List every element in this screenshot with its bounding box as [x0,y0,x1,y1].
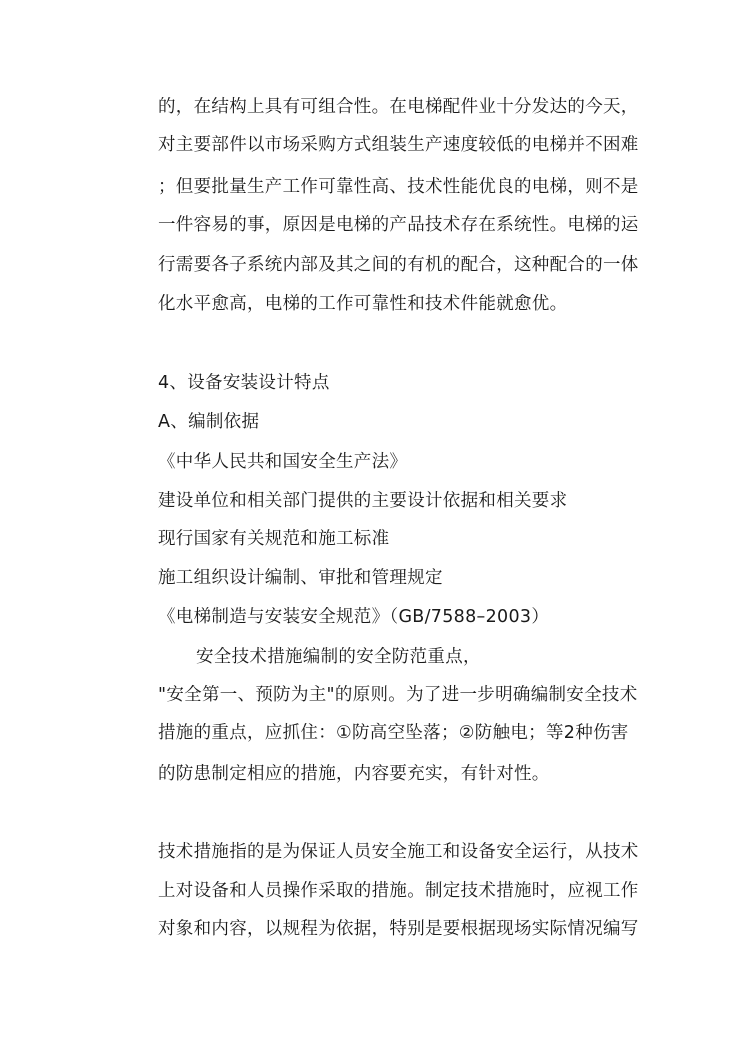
text-line: 行需要各子系统内部及其之间的有机的配合，这种配合的一体 [158,255,639,275]
text-line: 化水平愈高，电梯的工作可靠性和技术件能就愈优。 [158,294,568,314]
basis-item: 《中华人民共和国安全生产法》 [158,452,408,472]
text-line: 技术措施指的是为保证人员安全施工和设备安全运行，从技术 [158,842,639,862]
text-line: 一件容易的事，原因是电梯的产品技术存在系统性。电梯的运 [158,215,639,235]
text-line: 对象和内容，以规程为依据，特别是要根据现场实际情况编写 [158,919,639,939]
basis-item: 施工组织设计编制、审批和管理规定 [158,568,443,588]
section-heading: 4、设备安装设计特点 [158,373,330,393]
text-line: 的，在结构上具有可组合性。在电梯配件业十分发达的今天， [158,97,639,117]
text-line: "安全第一、预防为主"的原则。为了进一步明确编制安全技术 [158,685,638,705]
text-line: ；但要批量生产工作可靠性高、技术性能优良的电梯，则不是 [158,177,639,197]
safety-focus-title: 安全技术措施编制的安全防范重点， [196,647,481,667]
text-line: 上对设备和人员操作采取的措施。制定技术措施时，应视工作 [158,881,639,901]
basis-item: 建设单位和相关部门提供的主要设计依据和相关要求 [158,491,568,511]
basis-item: 《电梯制造与安装安全规范》（GB/7588–2003） [158,607,550,627]
subsection-heading: A、编制依据 [158,412,260,432]
text-line: 对主要部件以市场采购方式组装生产速度较低的电梯并不困难 [158,135,639,155]
basis-item: 现行国家有关规范和施工标准 [158,529,390,549]
text-line: 的防患制定相应的措施，内容要充实，有针对性。 [158,764,550,784]
text-line: 措施的重点，应抓住：①防高空坠落；②防触电；等2种伤害 [158,723,629,743]
